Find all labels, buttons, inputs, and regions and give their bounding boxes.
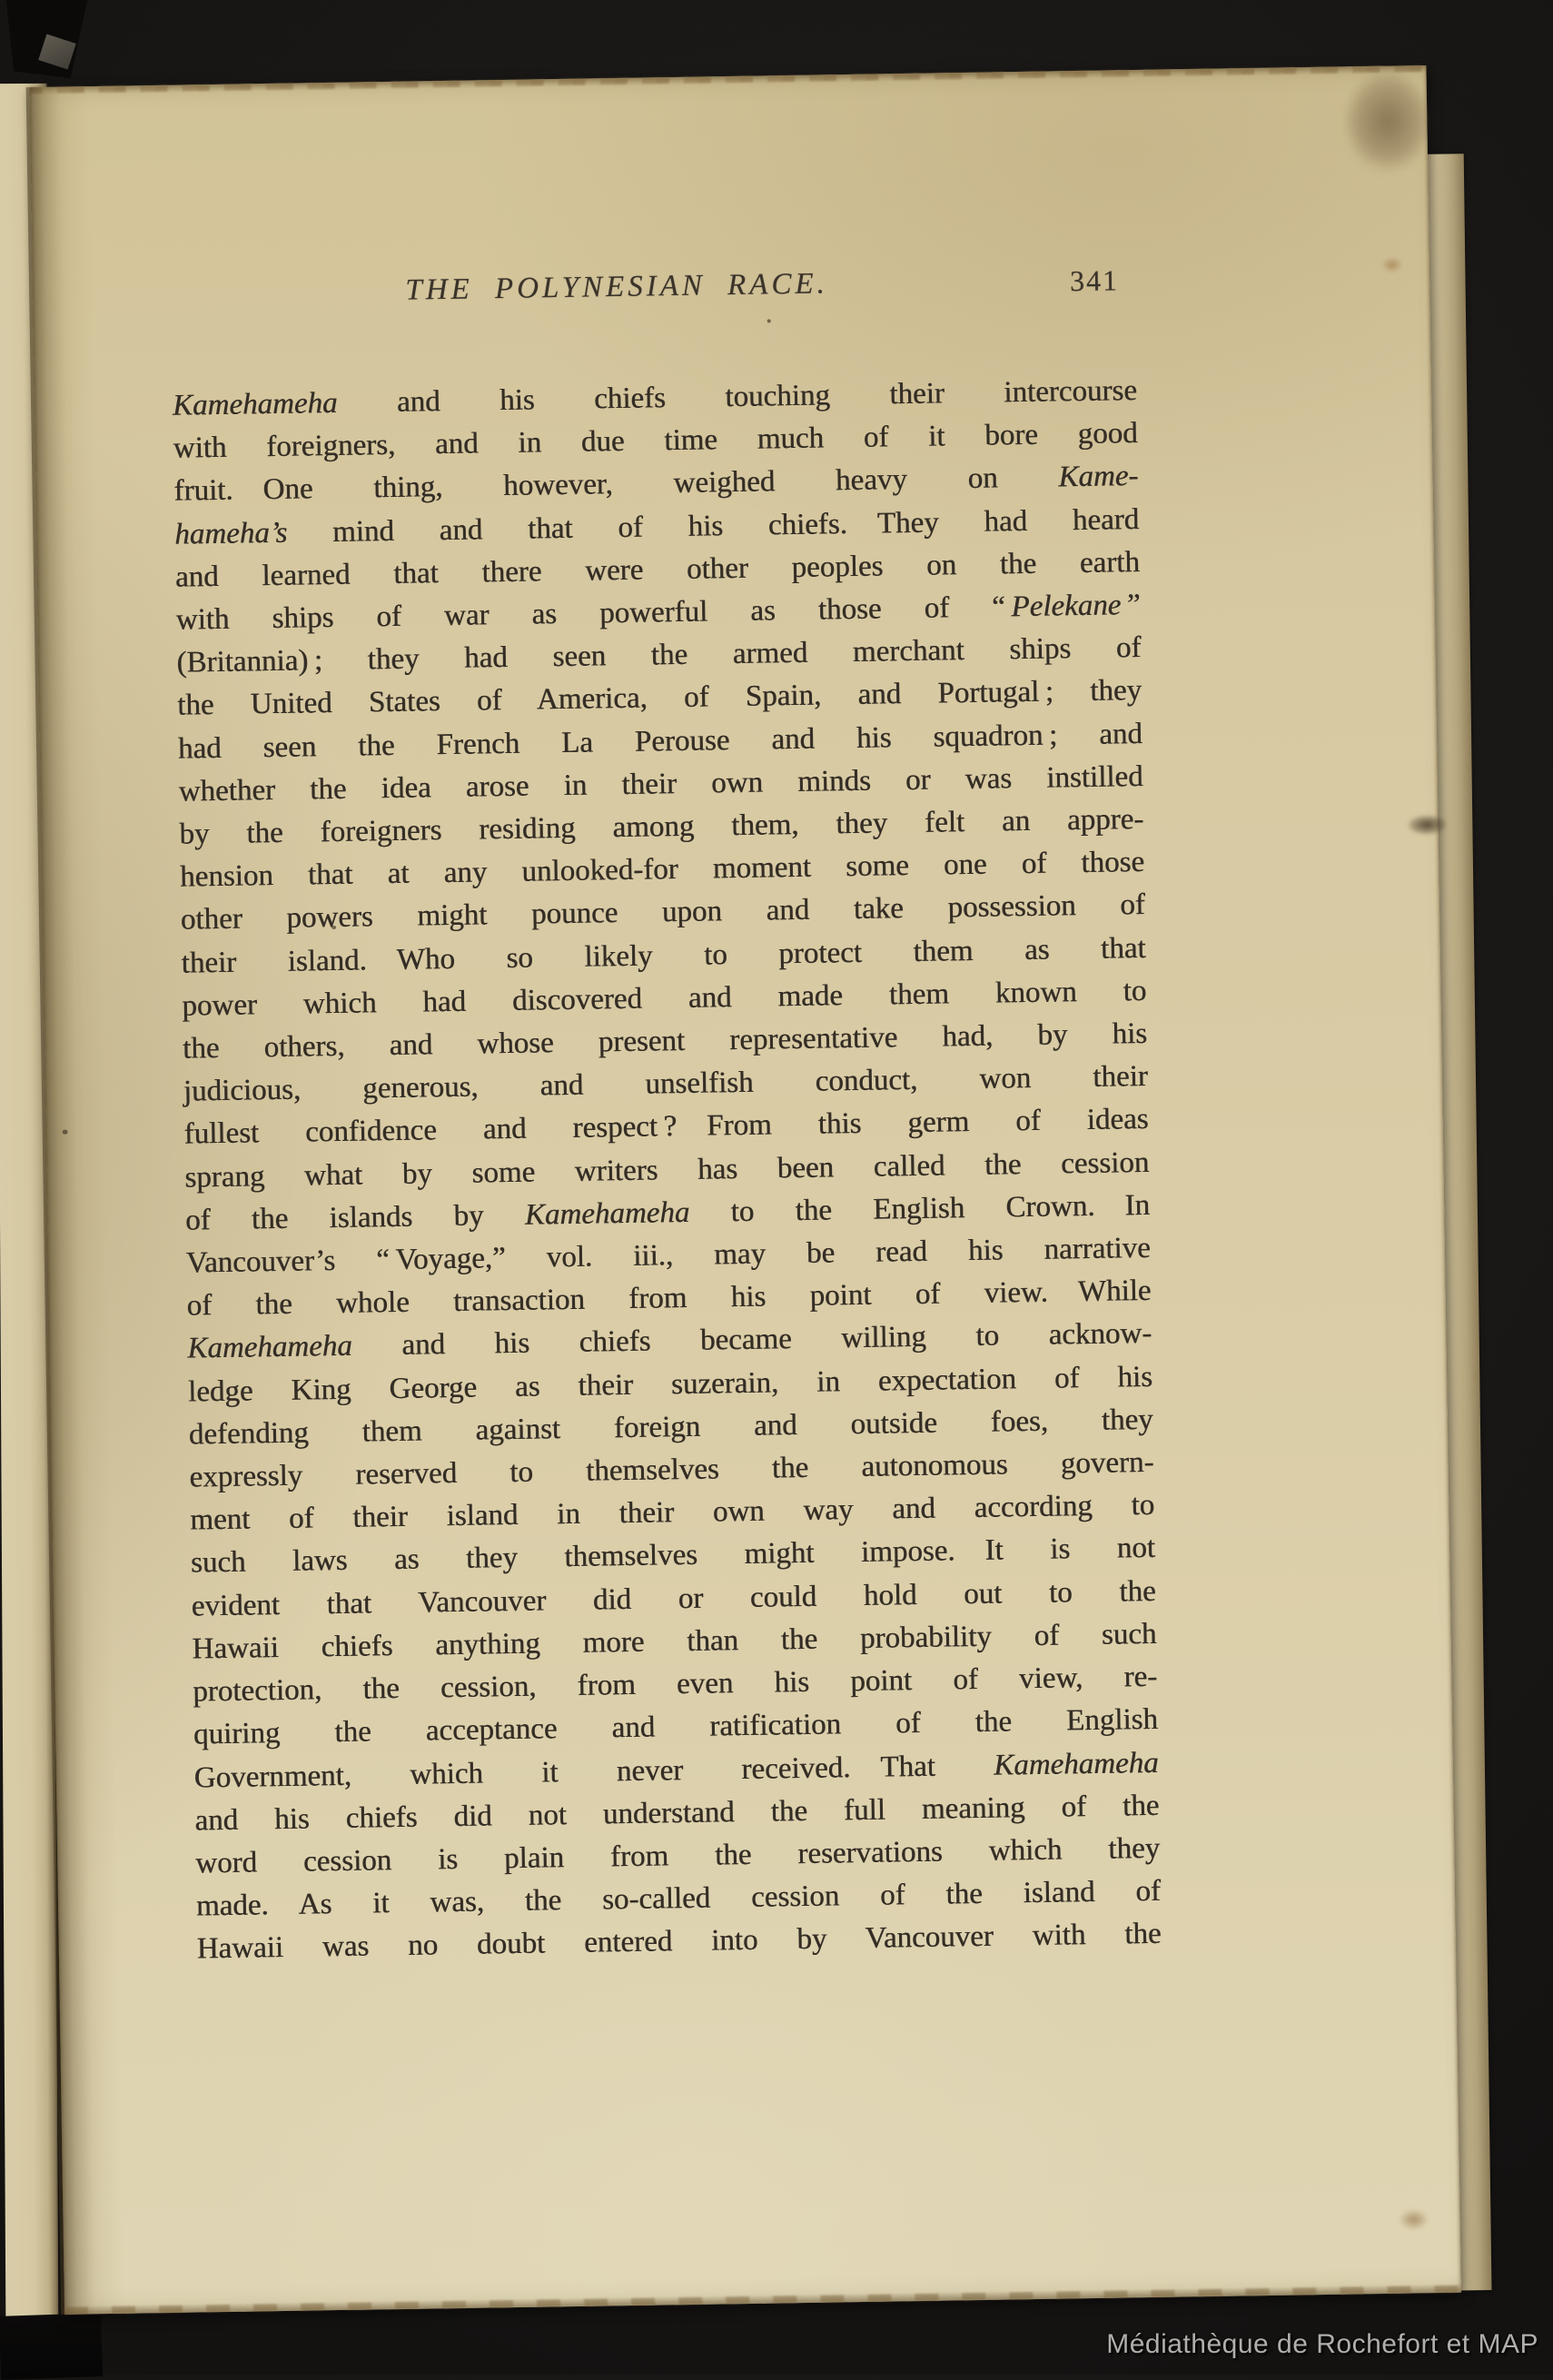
text-run: fullest confidence and respect ? From this germ of ideas bbox=[183, 1103, 1149, 1152]
text-run: mind and that of his chiefs. They had heard bbox=[287, 502, 1140, 550]
italic-text-run: Kamehameha bbox=[172, 386, 338, 422]
text-run: and his chiefs became willing to acknow- bbox=[351, 1317, 1152, 1364]
text-run: quiring the acceptance and ratification of the English bbox=[193, 1703, 1159, 1751]
text-run: (Britannia) ; they had seen the armed merchant ships of bbox=[176, 631, 1142, 679]
text-run: word cession is plain from the reservations which they bbox=[195, 1831, 1161, 1880]
text-run: evident that Vancouver did or could hold out to the bbox=[191, 1574, 1157, 1623]
text-run: the United States of America, of Spain, and Portugal ; they bbox=[177, 674, 1142, 723]
italic-text-run: hameha’s bbox=[174, 516, 288, 551]
text-run: and learned that there were other peoples on the earth bbox=[174, 545, 1141, 594]
text-run: ment of their island in their own way and according to bbox=[190, 1489, 1155, 1537]
text-run: Hawaii was no doubt entered into by Vancouver with the bbox=[196, 1918, 1162, 1966]
italic-text-run: Pelekane bbox=[1011, 589, 1122, 624]
text-run: expressly reserved to themselves the autonomous govern- bbox=[189, 1445, 1154, 1494]
text-run: and his chiefs touching their intercourse bbox=[337, 374, 1138, 420]
text-run: their island. Who so likely to protect them as that bbox=[181, 931, 1146, 980]
text-run: with foreigners, and in due time much of it bore good bbox=[173, 417, 1139, 465]
text-run: made. As it was, the so-called cession of the island of bbox=[195, 1874, 1162, 1923]
text-run: such laws as they themselves might impose. It is not bbox=[190, 1532, 1156, 1581]
text-run: of the islands by bbox=[184, 1198, 526, 1237]
text-run: Hawaii chiefs anything more than the probability of such bbox=[192, 1617, 1157, 1666]
text-run: with ships of war as powerful as those of “ bbox=[175, 590, 1012, 637]
text-run: ledge King George as their suzerain, in expectation of his bbox=[187, 1360, 1153, 1409]
text-run: protection, the cession, from even his point of view, re- bbox=[193, 1660, 1158, 1709]
text-run: by the foreigners residing among them, they felt an appre- bbox=[179, 802, 1144, 851]
text-body bbox=[173, 370, 1162, 1971]
text-run: hension that at any unlooked-for moment some one of those bbox=[179, 846, 1145, 894]
page-title: THE POLYNESIAN RACE. bbox=[405, 267, 829, 307]
running-head bbox=[171, 263, 1136, 332]
italic-text-run: Kamehameha bbox=[993, 1746, 1159, 1782]
italic-text-run: Kamehameha bbox=[187, 1330, 353, 1366]
text-run: the others, and whose present representative had, by his bbox=[182, 1016, 1148, 1066]
printed-text-block bbox=[171, 263, 1162, 1971]
ink-speck bbox=[63, 1130, 68, 1135]
foxing-stain bbox=[1394, 2206, 1432, 2234]
book-cover-corner bbox=[0, 2313, 103, 2380]
text-run: Vancouver’s “ Voyage,” vol. iii., may be read his narrative bbox=[185, 1231, 1152, 1280]
page-number: 341 bbox=[1069, 263, 1120, 298]
text-run: fruit. One thing, however, weighed heavy on bbox=[173, 461, 1059, 509]
text-run: defending them against foreign and outside foes, they bbox=[188, 1403, 1154, 1452]
text-run: sprang what by some writers has been called the cession bbox=[184, 1145, 1150, 1195]
text-run: judicious, generous, and unselfish conduct, won their bbox=[183, 1060, 1149, 1108]
text-run: and his chiefs did not understand the full meaning of the bbox=[194, 1789, 1160, 1838]
italic-text-run: Kame- bbox=[1058, 460, 1139, 494]
text-run: other powers might pounce upon and take possession of bbox=[180, 888, 1146, 937]
book-page-scan bbox=[30, 65, 1461, 2315]
text-run: of the whole transaction from his point of view. While bbox=[186, 1274, 1152, 1323]
library-watermark: Médiathèque de Rochefort et MAP bbox=[1106, 2329, 1538, 2359]
foxing-stain bbox=[1379, 254, 1406, 274]
text-run: whether the idea arose in their own minds or was instilled bbox=[178, 759, 1143, 808]
text-run: power which had discovered and made them known to bbox=[182, 974, 1147, 1023]
text-run: ” bbox=[1121, 588, 1141, 622]
text-run: Government, which it never received. That bbox=[193, 1749, 994, 1795]
italic-text-run: Kamehameha bbox=[524, 1195, 690, 1232]
text-run: to the English Crown. In bbox=[689, 1188, 1151, 1229]
text-run: had seen the French La Perouse and his squadron ; and bbox=[177, 717, 1143, 766]
